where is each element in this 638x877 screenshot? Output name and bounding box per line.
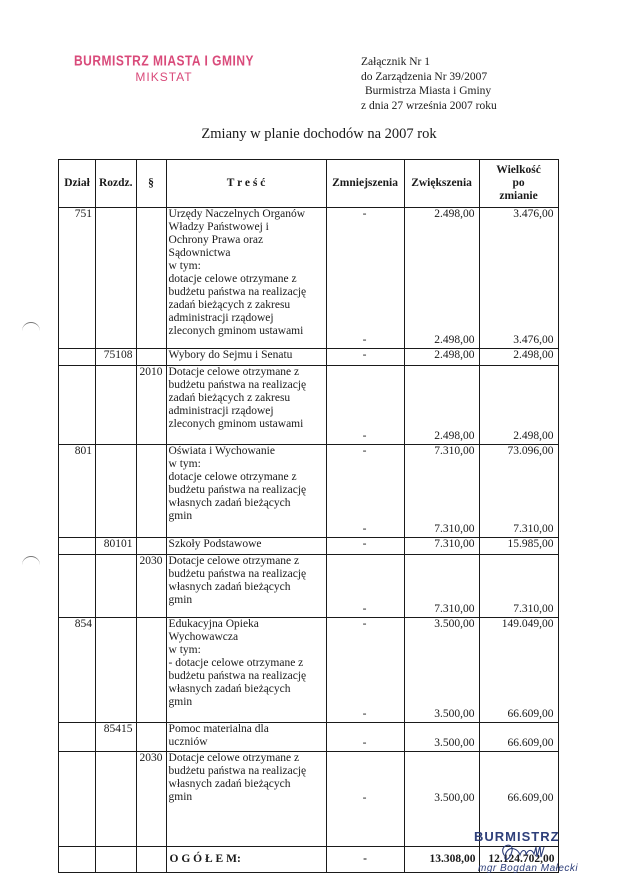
binder-hole-mark <box>22 556 40 567</box>
cell-zwiekszenia <box>404 555 479 618</box>
cell-wielkosc-middle: 66.609,00 <box>507 792 554 804</box>
cell-wielkosc <box>479 555 558 618</box>
cell-rozdz: 80101 <box>96 538 137 555</box>
cell-tresc <box>166 723 326 752</box>
cell-wielkosc <box>479 618 558 723</box>
cell-tresc <box>166 752 326 847</box>
header-zmniejszenia: Zmniejszenia <box>326 160 404 208</box>
cell-zwiekszenia <box>404 349 479 366</box>
budget-table <box>58 159 559 873</box>
tresc-line: budżetu państwa na realizację <box>168 379 307 391</box>
tresc-line: własnych zadań bieżących <box>168 683 291 695</box>
tresc-line: Urzędy Naczelnych Organów <box>168 208 305 220</box>
header-zwiekszenia: Zwiększenia <box>404 160 479 208</box>
tresc-line: budżetu państwa na realizację <box>168 670 307 682</box>
official-stamp <box>74 52 254 85</box>
cell-zwiekszenia-bottom: 2.498,00 <box>434 334 475 346</box>
tresc-line: administracji rządowej <box>168 405 274 417</box>
cell-tresc <box>166 208 326 349</box>
cell-zwiekszenia-bottom: 3.500,00 <box>434 737 475 749</box>
stamp-line-2: MIKSTAT <box>135 70 193 85</box>
tresc-line: zadań bieżących z zakresu <box>168 392 291 404</box>
cell-wielkosc-bottom: 2.498,00 <box>513 430 554 442</box>
tresc-line: Wybory do Sejmu i Senatu <box>168 349 293 361</box>
cell-rozdz <box>96 618 137 723</box>
annex-line-4: z dnia 27 września 2007 roku <box>361 99 497 112</box>
tresc-line: własnych zadań bieżących <box>168 581 291 593</box>
cell-wielkosc-bottom: 7.310,00 <box>513 523 554 535</box>
signature-name: mgr Bogdan Małecki <box>478 863 579 874</box>
total-label: O G Ó Ł E M: <box>166 847 326 873</box>
table-row <box>59 555 559 618</box>
table-body <box>59 208 559 847</box>
tresc-line: budżetu państwa na realizację <box>168 568 307 580</box>
header-wielkosc-po-zmianie <box>479 160 558 208</box>
cell-wielkosc-bottom: 3.476,00 <box>513 334 554 346</box>
tresc-line: Wychowawcza <box>168 631 239 643</box>
tresc-line: gmin <box>168 791 193 803</box>
cell-paragraph: 2030 <box>136 752 166 847</box>
cell-dzial <box>59 538 96 555</box>
tresc-line: Oświata i Wychowanie <box>168 445 275 457</box>
cell-tresc <box>166 349 326 366</box>
tresc-line: zadań bieżących z zakresu <box>168 299 291 311</box>
tresc-line: dotacje celowe otrzymane z <box>168 273 297 285</box>
tresc-line: budżetu państwa na realizację <box>168 765 307 777</box>
cell-zmniejszenia <box>326 618 404 723</box>
cell-zwiekszenia <box>404 618 479 723</box>
cell-zwiekszenia <box>404 208 479 349</box>
cell-wielkosc-top: 2.498,00 <box>513 349 554 361</box>
total-empty-cell <box>96 847 137 873</box>
cell-wielkosc-top: 73.096,00 <box>507 445 554 457</box>
cell-zmniejszenia-top: - <box>362 445 367 457</box>
tresc-line: gmin <box>168 510 193 522</box>
cell-wielkosc <box>479 723 558 752</box>
cell-paragraph <box>136 349 166 366</box>
cell-tresc <box>166 366 326 445</box>
cell-zmniejszenia-bottom: - <box>362 737 367 749</box>
cell-zwiekszenia-middle: 3.500,00 <box>434 792 475 804</box>
signature-title: BURMISTRZ <box>474 829 560 844</box>
tresc-line: - dotacje celowe otrzymane z <box>168 657 304 669</box>
cell-wielkosc <box>479 538 558 555</box>
tresc-line: gmin <box>168 696 193 708</box>
cell-zwiekszenia <box>404 445 479 538</box>
tresc-line: Sądownictwa <box>168 247 231 259</box>
total-zmniejszenia: - <box>326 847 404 873</box>
cell-paragraph <box>136 538 166 555</box>
total-empty-cell <box>59 847 96 873</box>
tresc-line: gmin <box>168 594 193 606</box>
cell-zmniejszenia-top: - <box>362 538 367 550</box>
cell-tresc <box>166 445 326 538</box>
cell-rozdz <box>96 752 137 847</box>
cell-wielkosc <box>479 366 558 445</box>
cell-zwiekszenia-top: 2.498,00 <box>434 208 475 220</box>
annex-header <box>361 55 497 113</box>
cell-zmniejszenia-bottom: - <box>362 430 367 442</box>
tresc-line: zleconych gminom ustawami <box>168 325 304 337</box>
cell-paragraph <box>136 618 166 723</box>
header-rozdz: Rozdz. <box>96 160 137 208</box>
header-dzial: Dział <box>59 160 96 208</box>
cell-rozdz: 75108 <box>96 349 137 366</box>
tresc-line: Dotacje celowe otrzymane z <box>168 366 300 378</box>
cell-zwiekszenia-top: 2.498,00 <box>434 349 475 361</box>
tresc-line: w tym: <box>168 644 201 656</box>
cell-dzial <box>59 723 96 752</box>
cell-paragraph <box>136 723 166 752</box>
cell-dzial: 854 <box>59 618 96 723</box>
cell-zwiekszenia-top: 7.310,00 <box>434 445 475 457</box>
cell-zmniejszenia-middle: - <box>362 792 367 804</box>
cell-rozdz: 85415 <box>96 723 137 752</box>
cell-zwiekszenia-bottom: 3.500,00 <box>434 708 475 720</box>
table-row <box>59 366 559 445</box>
cell-zmniejszenia <box>326 752 404 847</box>
tresc-line: własnych zadań bieżących <box>168 497 291 509</box>
table-row <box>59 349 559 366</box>
table-row <box>59 445 559 538</box>
total-zwiekszenia: 13.308,00 <box>404 847 479 873</box>
cell-wielkosc-top: 15.985,00 <box>507 538 554 550</box>
table-header-row <box>59 160 559 208</box>
tresc-line: zleconych gminom ustawami <box>168 418 304 430</box>
tresc-line: w tym: <box>168 260 201 272</box>
cell-zwiekszenia-bottom: 7.310,00 <box>434 523 475 535</box>
tresc-line: Dotacje celowe otrzymane z <box>168 555 300 567</box>
cell-wielkosc-bottom: 66.609,00 <box>507 708 554 720</box>
table-row <box>59 538 559 555</box>
total-empty-cell <box>136 847 166 873</box>
cell-zwiekszenia-bottom: 7.310,00 <box>434 603 475 615</box>
tresc-line: Pomoc materialna dla <box>168 723 269 735</box>
cell-paragraph <box>136 208 166 349</box>
cell-dzial <box>59 366 96 445</box>
table-row <box>59 618 559 723</box>
cell-zmniejszenia <box>326 366 404 445</box>
cell-zmniejszenia-bottom: - <box>362 334 367 346</box>
annex-line-3: Burmistrza Miasta i Gminy <box>365 85 492 97</box>
table-row <box>59 723 559 752</box>
cell-zmniejszenia-bottom: - <box>362 708 367 720</box>
header-tresc: T r e ś ć <box>166 160 326 208</box>
cell-paragraph <box>136 445 166 538</box>
cell-wielkosc-top: 3.476,00 <box>513 208 554 220</box>
cell-zmniejszenia <box>326 723 404 752</box>
annex-line-1: Załącznik Nr 1 <box>361 56 430 68</box>
header-wp-line-1: Wielkość <box>496 164 541 176</box>
cell-wielkosc-bottom: 66.609,00 <box>507 737 554 749</box>
cell-rozdz <box>96 445 137 538</box>
tresc-line: budżetu państwa na realizację <box>168 286 307 298</box>
cell-zwiekszenia-top: 3.500,00 <box>434 618 475 630</box>
cell-tresc <box>166 618 326 723</box>
cell-zmniejszenia-bottom: - <box>362 523 367 535</box>
tresc-line: własnych zadań bieżących <box>168 778 291 790</box>
cell-zwiekszenia-bottom: 2.498,00 <box>434 430 475 442</box>
tresc-line: Szkoły Podstawowe <box>168 538 262 550</box>
header-wp-line-2: po <box>512 177 525 189</box>
cell-rozdz <box>96 366 137 445</box>
cell-zmniejszenia <box>326 555 404 618</box>
handwritten-signature <box>496 841 556 865</box>
cell-tresc <box>166 538 326 555</box>
cell-dzial <box>59 555 96 618</box>
cell-zmniejszenia <box>326 445 404 538</box>
cell-zmniejszenia <box>326 538 404 555</box>
cell-zwiekszenia <box>404 752 479 847</box>
tresc-line: budżetu państwa na realizację <box>168 484 307 496</box>
cell-zwiekszenia-top: 7.310,00 <box>434 538 475 550</box>
cell-zmniejszenia <box>326 208 404 349</box>
cell-rozdz <box>96 555 137 618</box>
cell-paragraph: 2010 <box>136 366 166 445</box>
tresc-line: w tym: <box>168 458 201 470</box>
table-row <box>59 208 559 349</box>
tresc-line: uczniów <box>168 736 208 748</box>
cell-wielkosc-top: 149.049,00 <box>501 618 554 630</box>
cell-wielkosc <box>479 445 558 538</box>
cell-zwiekszenia <box>404 366 479 445</box>
cell-paragraph: 2030 <box>136 555 166 618</box>
tresc-line: Władzy Państwowej i <box>168 221 269 233</box>
annex-line-2: do Zarządzenia Nr 39/2007 <box>361 70 488 83</box>
cell-zmniejszenia-top: - <box>362 208 367 220</box>
tresc-line: administracji rządowej <box>168 312 274 324</box>
cell-wielkosc-bottom: 7.310,00 <box>513 603 554 615</box>
cell-wielkosc <box>479 349 558 366</box>
binder-hole-mark <box>22 322 40 333</box>
tresc-line: Edukacyjna Opieka <box>168 618 259 630</box>
total-wielkosc: 12.124.702,00 <box>479 847 558 873</box>
cell-zwiekszenia <box>404 538 479 555</box>
cell-zmniejszenia-bottom: - <box>362 603 367 615</box>
cell-zmniejszenia <box>326 349 404 366</box>
stamp-line-1: BURMISTRZ MIASTA I GMINY <box>74 52 254 70</box>
cell-dzial <box>59 349 96 366</box>
tresc-line: dotacje celowe otrzymane z <box>168 471 297 483</box>
cell-zmniejszenia-top: - <box>362 349 367 361</box>
header-wp-line-3: zmianie <box>499 190 538 202</box>
document-title: Zmiany w planie dochodów na 2007 rok <box>201 126 437 142</box>
cell-dzial <box>59 752 96 847</box>
header-paragraph: § <box>136 160 166 208</box>
cell-zmniejszenia-top: - <box>362 618 367 630</box>
cell-dzial: 751 <box>59 208 96 349</box>
cell-dzial: 801 <box>59 445 96 538</box>
cell-tresc <box>166 555 326 618</box>
cell-wielkosc <box>479 208 558 349</box>
tresc-line: Dotacje celowe otrzymane z <box>168 752 300 764</box>
cell-rozdz <box>96 208 137 349</box>
tresc-line: Ochrony Prawa oraz <box>168 234 264 246</box>
cell-zwiekszenia <box>404 723 479 752</box>
